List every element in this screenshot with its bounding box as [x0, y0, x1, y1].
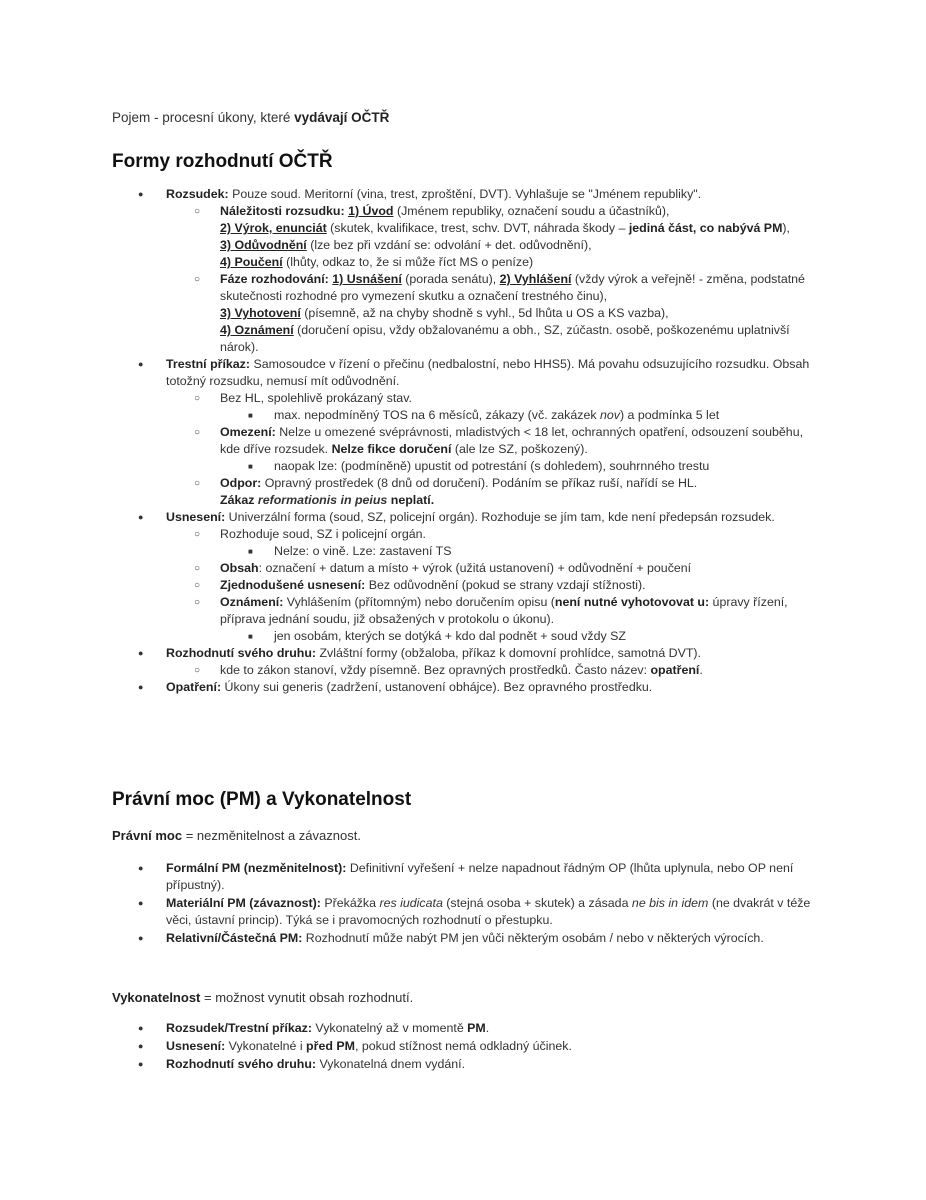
intro-text: Pojem - procesní úkony, které — [112, 110, 295, 125]
list-item-trestni-prikaz: ● Trestní příkaz: Samosoudce v řízení o přečinu (nedbalostní, nebo HHS5). Má povahu odsuzujícího rozsudku. Obsah totožný rozsudku, nemusí mít odůvodnění. ○ Bez HL, spolehlivě prokázaný stav. ■ max. nepodmíněný TOS na 6 měsíců, zákazy (vč. zakázek nov) a podmínka 5 let ○ Omezení: Nelze u omezené svéprávnosti, mladistvých < 18 let, ochranných opatření, odsouzení souběhu, kde dříve rozsudek. Nelze fikce doručení (ale lze SZ, poškozený). ■ naopak lze: (podmíněně) upustit od potrestání (s dohledem), souhrnného trestu ○ Odpor: Opravný prostředek (8 dnů od doručení). Podáním se příkaz ruší, nařídí se HL. Zákaz reformationis in peius neplatí. — [112, 356, 816, 509]
pm-list — [112, 860, 816, 948]
list-item-kde: ○ kde to zákon stanoví, vždy písemně. Bez opravných prostředků. Často název: opatření. — [166, 662, 816, 679]
list-item-oznameni: ○ Oznámení: Vyhlášením (přítomným) nebo doručením opisu (není nutné vyhotovovat u: úpravy řízení, příprava jednání soudu, již obsažených v protokolu o úkonu). ■ jen osobám, kterých se dotýká + kdo dal podnět + soud vždy SZ — [166, 594, 816, 645]
list-item-faze: ○ Fáze rozhodování: 1) Usnášení (porada senátu), 2) Vyhlášení (vždy výrok a veřejně! - změna, podstatné skutečnosti rozhodné pro vymezení skutku a označení trestného činu), 3) Vyhotovení (písemně, až na chyby shodně s vyhl., 5d lhůta u OS a KS vazba), 4) Oznámení (doručení opisu, vždy obžalovanému a obh., SZ, zúčastn. osobě, poškozenému uplatnivší nárok). — [166, 271, 816, 356]
list-item-materialni: ● Materiální PM (závaznost): Překážka res iudicata (stejná osoba + skutek) a zásada ne bis in idem (ne dvakrát v téže věci, ústavní princip). Týká se i pravomocných rozhodnutí o přestupku. — [112, 895, 816, 929]
rozhoduje-sublist — [220, 543, 816, 560]
pm-definition: Právní moc = nezměnitelnost a závaznost. — [112, 828, 361, 843]
forms-list — [112, 186, 816, 696]
trestni-prikaz-sublist — [166, 390, 816, 509]
list-item-nelze: ■ Nelze: o vině. Lze: zastavení TS — [220, 543, 816, 560]
list-item-rozsudek: ● Rozsudek: Pouze soud. Meritorní (vina, trest, zproštění, DVT). Vyhlašuje se "Jménem republiky". ○ Náležitosti rozsudku: 1) Úvod (Jménem republiky, označení soudu a účastníků), 2) Výrok, enunciát (skutek, kvalifikace, trest, schv. DVT, náhrada škody – jediná část, co nabývá PM), 3) Odůvodnění (lze bez při vzdání se: odvolání + det. odůvodnění), 4) Poučení (lhůty, odkaz to, že si může říct MS o peníze) ○ Fáze rozhodování: 1) Usnášení (porada senátu), 2) Vyhlášení (vždy výrok a veřejně! - změna, podstatné skutečnosti rozhodné pro vymezení skutku a označení trestného činu), 3) Vyhotovení (písemně, až na chyby shodně s vyhl., 5d lhůta u OS a KS vazba), 4) Oznámení (doručení opisu, vždy obžalovanému a obh., SZ, zúčastn. osobě, poškozenému uplatnivší nárok). — [112, 186, 816, 356]
heading-forms: Formy rozhodnutí OČTŘ — [112, 151, 333, 172]
list-item-max: ■ max. nepodmíněný TOS na 6 měsíců, zákazy (vč. zakázek nov) a podmínka 5 let — [220, 407, 816, 424]
list-item-omezeni: ○ Omezení: Nelze u omezené svéprávnosti, mladistvých < 18 let, ochranných opatření, odsouzení souběhu, kde dříve rozsudek. Nelze fikce doručení (ale lze SZ, poškozený). ■ naopak lze: (podmíněně) upustit od potrestání (s dohledem), souhrnného trestu — [166, 424, 816, 475]
list-item-obsah: ○ Obsah: označení + datum a místo + výrok (užitá ustanovení) + odůvodnění + poučení — [166, 560, 816, 577]
oznameni-sublist — [220, 628, 816, 645]
list-item-vyk-usneseni: ● Usnesení: Vykonatelné i před PM, pokud stížnost nemá odkladný účinek. — [112, 1038, 816, 1055]
list-item-usneseni: ● Usnesení: Univerzální forma (soud, SZ, policejní orgán). Rozhoduje se jím tam, kde není předepsán rozsudek. ○ Rozhoduje soud, SZ i policejní orgán. ■ Nelze: o vině. Lze: zastavení TS ○ Obsah: označení + datum a místo + výrok (užitá ustanovení) + odůvodnění + poučení ○ Zjednodušené usnesení: Bez odůvodnění (pokud se strany vzdají stížnosti). ○ Oznámení: Vyhlášením (přítomným) nebo doručením opisu (není nutné vyhotovovat u: úpravy řízení, příprava jednání soudu, již obsažených v protokolu o úkonu). ■ jen osobám, kterých se dotýká + kdo dal podnět + soud vždy SZ — [112, 509, 816, 645]
usneseni-sublist — [166, 526, 816, 645]
list-item-nalezitosti: ○ Náležitosti rozsudku: 1) Úvod (Jménem republiky, označení soudu a účastníků), 2) Výrok, enunciát (skutek, kvalifikace, trest, schv. DVT, náhrada škody – jediná část, co nabývá PM), 3) Odůvodnění (lze bez při vzdání se: odvolání + det. odůvodnění), 4) Poučení (lhůty, odkaz to, že si může říct MS o peníze) — [166, 203, 816, 271]
list-item-vyk-rozsudek: ● Rozsudek/Trestní příkaz: Vykonatelný až v momentě PM. — [112, 1020, 816, 1037]
list-item-bez-hl: ○ Bez HL, spolehlivě prokázaný stav. ■ max. nepodmíněný TOS na 6 měsíců, zákazy (vč. zakázek nov) a podmínka 5 let — [166, 390, 816, 424]
vykonatelnost-definition: Vykonatelnost = možnost vynutit obsah rozhodnutí. — [112, 990, 414, 1005]
vykonatelnost-list — [112, 1020, 816, 1074]
list-item-naopak: ■ naopak lze: (podmíněně) upustit od potrestání (s dohledem), souhrnného trestu — [220, 458, 816, 475]
heading-pm: Právní moc (PM) a Vykonatelnost — [112, 789, 412, 810]
list-item-opatreni: ● Opatření: Úkony sui generis (zadržení, ustanovení obhájce). Bez opravného prostředku. — [112, 679, 816, 696]
omezeni-sublist — [220, 458, 816, 475]
list-item-jen: ■ jen osobám, kterých se dotýká + kdo dal podnět + soud vždy SZ — [220, 628, 816, 645]
list-item-formalni: ● Formální PM (nezměnitelnost): Definitivní vyřešení + nelze napadnout řádným OP (lhůta uplynula, nebo OP není přípustný). — [112, 860, 816, 894]
intro-line — [112, 110, 389, 125]
list-item-vyk-druhu: ● Rozhodnutí svého druhu: Vykonatelná dnem vydání. — [112, 1056, 816, 1073]
rozhodnuti-druhu-sublist — [166, 662, 816, 679]
rozsudek-sublist — [166, 203, 816, 356]
list-item-zjednodusene: ○ Zjednodušené usnesení: Bez odůvodnění (pokud se strany vzdají stížnosti). — [166, 577, 816, 594]
bez-hl-sublist — [220, 407, 816, 424]
list-item-rozhoduje: ○ Rozhoduje soud, SZ i policejní orgán. ■ Nelze: o vině. Lze: zastavení TS — [166, 526, 816, 560]
list-item-odpor: ○ Odpor: Opravný prostředek (8 dnů od doručení). Podáním se příkaz ruší, nařídí se HL. Zákaz reformationis in peius neplatí. — [166, 475, 816, 509]
list-item-relativni: ● Relativní/Částečná PM: Rozhodnutí může nabýt PM jen vůči některým osobám / nebo v některých výrocích. — [112, 930, 816, 947]
list-item-rozhodnuti-druhu: ● Rozhodnutí svého druhu: Zvláštní formy (obžaloba, příkaz k domovní prohlídce, samotná DVT). ○ kde to zákon stanoví, vždy písemně. Bez opravných prostředků. Často název: opatření. — [112, 645, 816, 679]
intro-bold: vydávají OČTŘ — [294, 110, 390, 125]
